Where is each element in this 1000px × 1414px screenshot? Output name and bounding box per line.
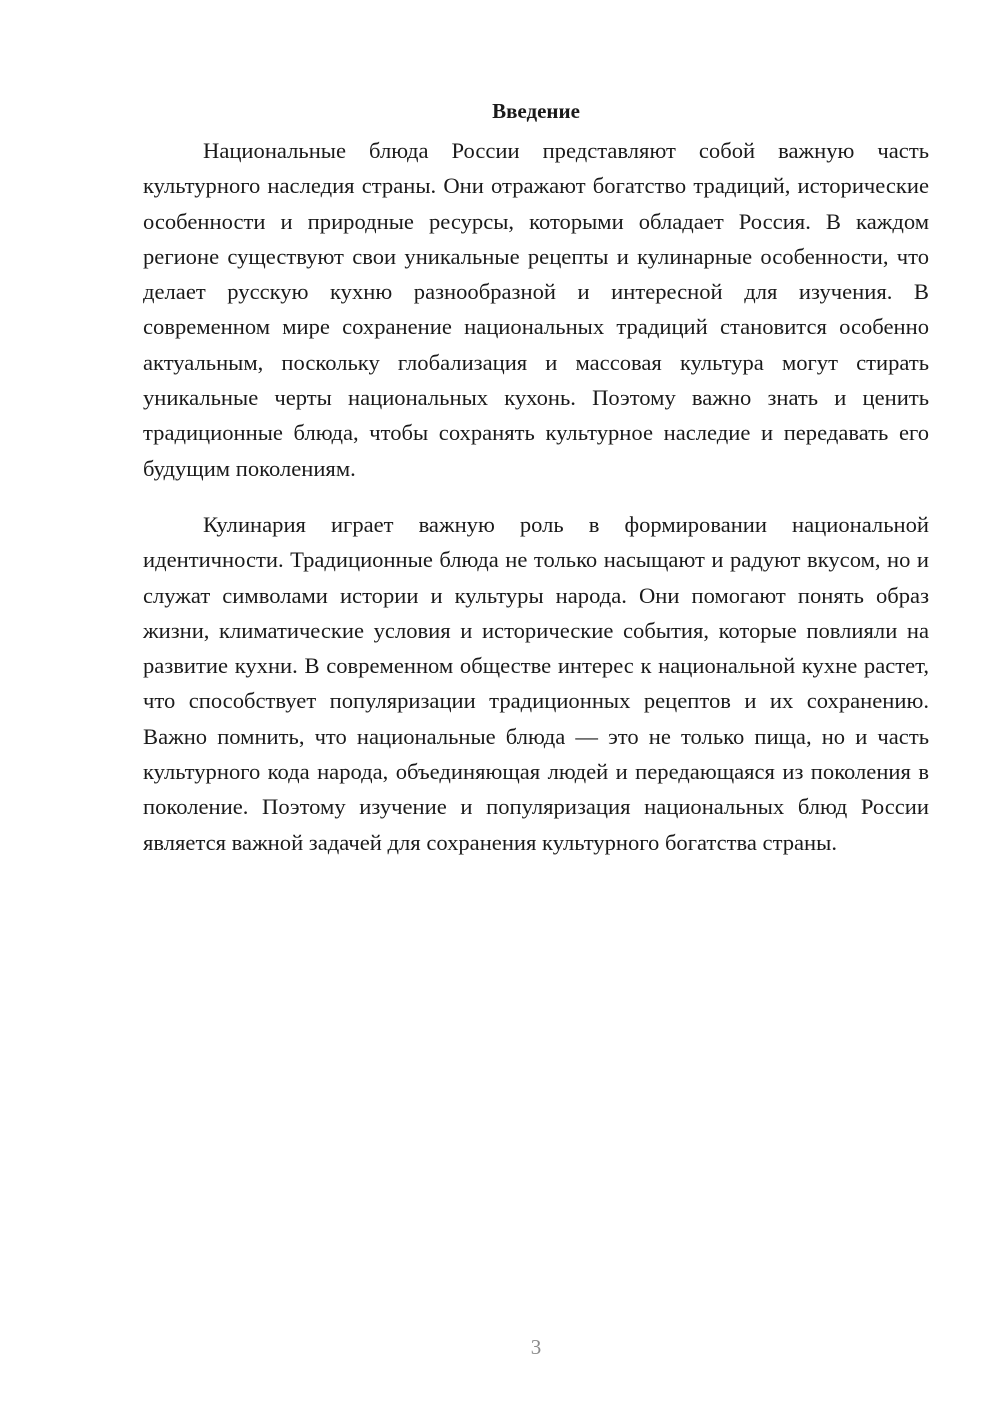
paragraph-1: Национальные блюда России представляют собой важную часть культурного наследия страны. Они отражают богатство традиций, исторические особенности и природные ресурсы, которыми обладает Россия. В каждом регионе существуют свои уникальные рецепты и кулинарные особенности, что делает русскую кухню разнообразной и интересной для изучения. В современном мире сохранение национальных традиций становится особенно актуальным, поскольку глобализация и массовая культура могут стирать уникальные черты национальных кухонь. Поэтому важно знать и ценить традиционные блюда, чтобы сохранять культурное наследие и передавать его будущим поколениям. bbox=[143, 138, 929, 481]
page-number: 3 bbox=[530, 1335, 542, 1359]
section-heading: Введение bbox=[492, 99, 580, 123]
paragraph-2: Кулинария играет важную роль в формировании национальной идентичности. Традиционные блюда не только насыщают и радуют вкусом, но и служат символами истории и культуры народа. Они помогают понять образ жизни, климатические условия и исторические события, которые повлияли на развитие кухни. В современном обществе интерес к национальной кухне растет, что способствует популяризации традиционных рецептов и их сохранению. Важно помнить, что национальные блюда — это не только пища, но и часть культурного кода народа, объединяющая людей и передающаяся из поколения в поколение. Поэтому изучение и популяризация национальных блюд России является важной задачей для сохранения культурного богатства страны. bbox=[143, 511, 929, 855]
page-content bbox=[143, 96, 929, 860]
